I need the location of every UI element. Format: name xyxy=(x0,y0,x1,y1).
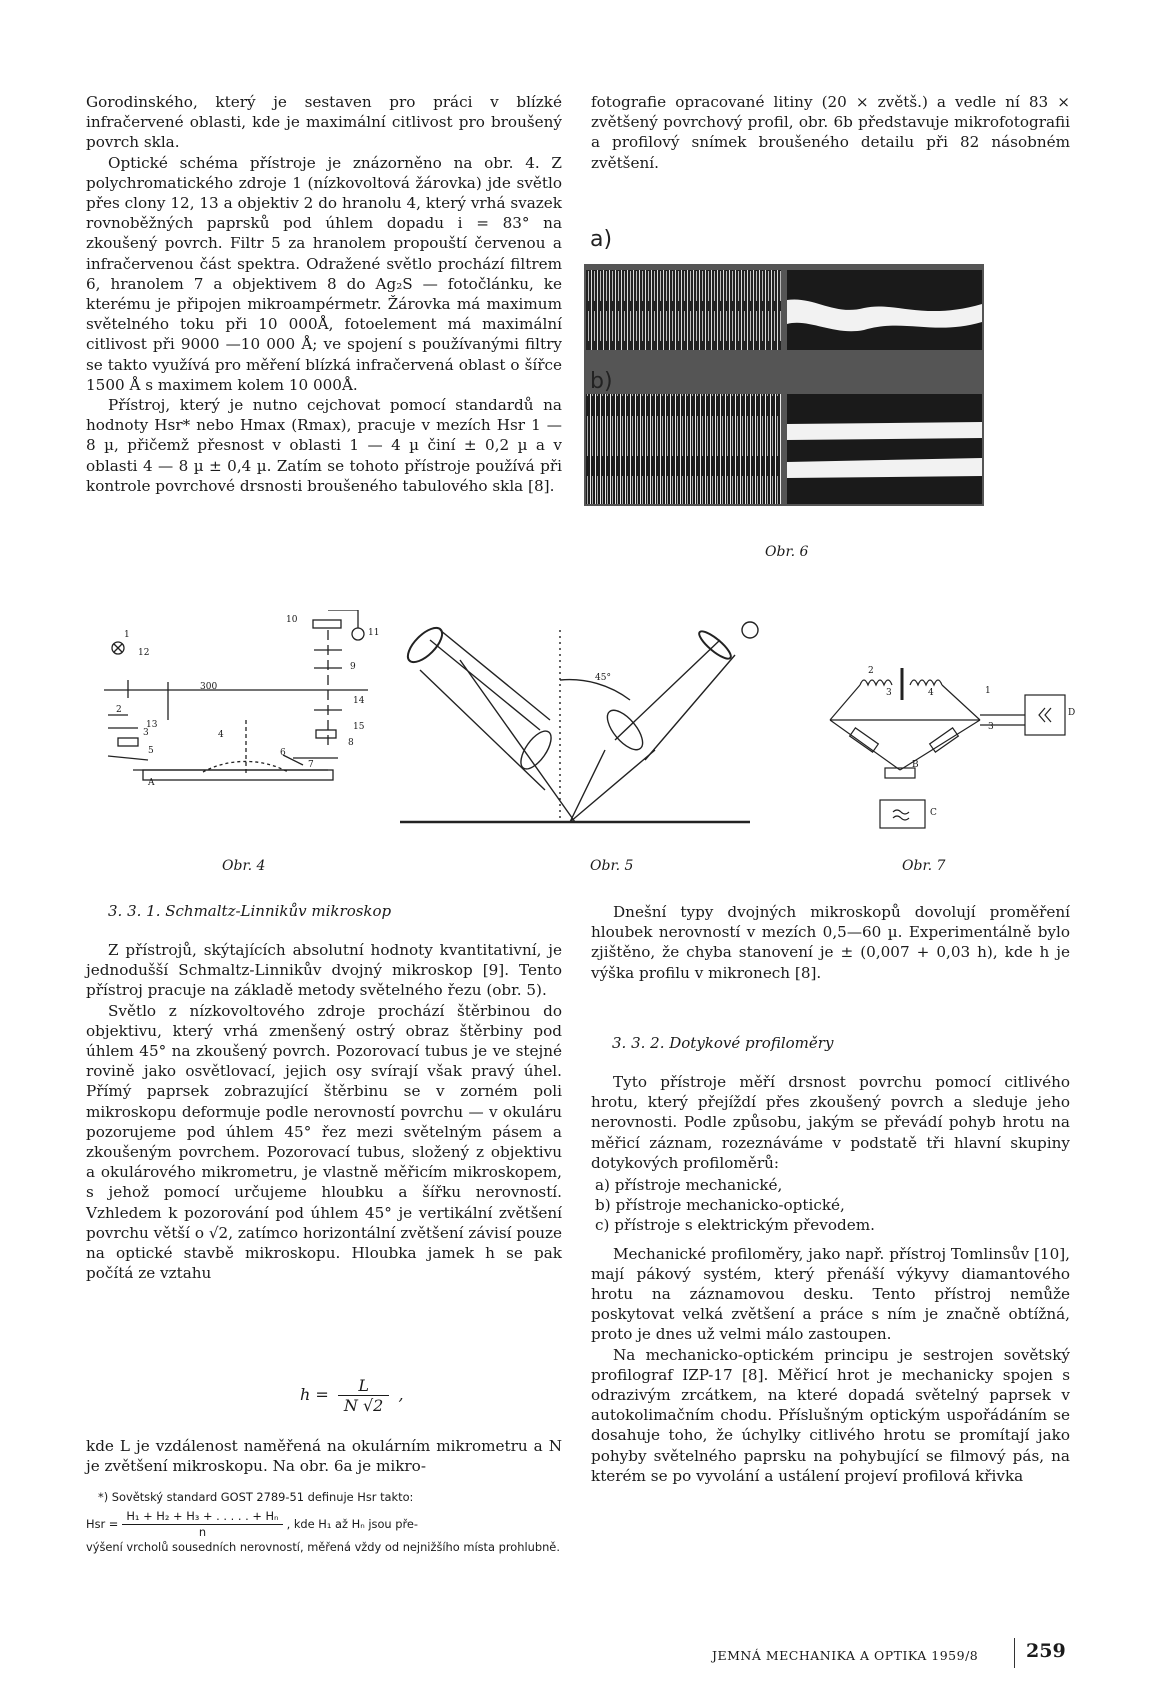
lower-left-column xyxy=(86,940,562,1283)
paragraph: Z přístrojů, skýtajících absolutní hodnoty kvantitativní, je jednodušší Schmaltz-Linnikův dvojný mikroskop [9]. Tento přístroj pracuje na základě metody světelného řezu (obr. 5). xyxy=(86,941,562,1000)
figure-5 xyxy=(400,600,800,830)
fig4-label: 1 xyxy=(124,630,130,640)
paragraph: Na mechanicko-optickém principu je sestrojen sovětský profilograf IZP-17 [8]. Měřicí hrot je mechanicky spojen s odrazivým zrcátkem, na které dopadá světelný paprsek v autokolimačním chodu. Příslušným optickým uspořádáním se dosahuje toho, že úchylky citlivého hrotu se promítají jako pohyby světelného paprsku na pohybující se filmový pás, na kterém se po vyvolání a ustálení projeví profilová křivka xyxy=(591,1345,1070,1485)
figure-7-diagram xyxy=(820,640,1080,830)
fig4-label: 2 xyxy=(116,705,122,715)
fig7-label: B xyxy=(912,760,919,770)
figure-4-diagram xyxy=(88,610,388,810)
top-left-column xyxy=(86,92,562,496)
formula xyxy=(300,1376,404,1415)
fig4-label: 13 xyxy=(146,720,158,730)
footnote-numerator: H₁ + H₂ + H₃ + . . . . . + Hₙ xyxy=(122,1509,282,1525)
paragraph: Tyto přístroje měří drsnost povrchu pomocí citlivého hrotu, který přejíždí přes zkoušený povrch a sleduje jeho nerovnosti. Podle způsobu, jakým se převádí pohyb hrotu na měřicí záznam, rozeznáváme v podstatě tři hlavní skupiny dotykových profiloměrů: xyxy=(591,1073,1070,1172)
lower-left-column-end xyxy=(86,1436,562,1476)
profilometer-list xyxy=(591,1175,1070,1236)
page-number: 259 xyxy=(1026,1640,1066,1662)
fig6-label-a: a) xyxy=(590,227,613,252)
fig4-label: 6 xyxy=(280,748,286,758)
figure-6-caption: Obr. 6 xyxy=(765,544,809,560)
fig4-label: 7 xyxy=(308,760,314,770)
figure-6 xyxy=(584,226,1072,531)
fig4-label: A xyxy=(148,778,155,788)
footnote-lhs: Hsr = xyxy=(86,1517,119,1531)
fig4-label: 10 xyxy=(286,615,298,625)
formula-denominator: N √2 xyxy=(343,1396,384,1415)
footnote-line: *) Sovětský standard GOST 2789-51 definuje Hsr takto: xyxy=(98,1490,414,1504)
fig4-label: 11 xyxy=(368,628,380,638)
paragraph: Dnešní typy dvojných mikroskopů dovolují proměření hloubek nerovností v mezích 0,5—60 µ. Experimentálně bylo zjištěno, že chyba stanovení je ± (0,007 + 0,03 h), kde h je výška profilu v mikronech [8]. xyxy=(591,903,1070,982)
figure-7 xyxy=(820,640,1080,830)
footer-divider xyxy=(1014,1638,1015,1668)
fig4-label: 9 xyxy=(350,662,356,672)
fig4-label: 12 xyxy=(138,648,150,658)
fig7-label: 3 xyxy=(988,722,994,732)
list-item: c) přístroje s elektrickým převodem. xyxy=(595,1216,875,1235)
list-item: a) přístroje mechanické, xyxy=(595,1176,783,1195)
fig4-label: 5 xyxy=(148,746,154,756)
paragraph: Optické schéma přístroje je znázorněno na obr. 4. Z polychromatického zdroje 1 (nízkovoltová žárovka) jde světlo přes clony 12, 13 a objektiv 2 do hranolu 4, který vrhá svazek rovnoběžných paprsků pod úhlem dopadu i = 83° na zkoušený povrch. Filtr 5 za hranolem propouští červenou a infračervenou část spektra. Odražené světlo prochází filtrem 6, hranolem 7 a objektivem 8 do Ag₂S — fotočlánku, ke kterému je připojen mikroampérmetr. Žárovka má maximum světelného toku při 10 000Å, fotoelement má maximální citlivost při 9000 —10 000 Å; ve spojení s používanými filtry se takto využívá pro měření blízká infračervená oblast o šířce 1500 Å s maximem kolem 10 000Å. xyxy=(86,153,562,394)
formula-end: , xyxy=(398,1385,404,1404)
top-right-column xyxy=(591,92,1070,173)
lower-right-column xyxy=(591,902,1070,983)
paragraph: Gorodinského, který je sestaven pro práci v blízké infračervené oblasti, kde je maximální citlivost pro broušený povrch skla. xyxy=(86,93,562,152)
fig7-label: 2 xyxy=(868,666,874,676)
footnote-formula xyxy=(86,1509,562,1540)
fig4-label: 300 xyxy=(200,682,218,692)
journal-name: JEMNÁ MECHANIKA A OPTIKA 1959/8 xyxy=(712,1648,979,1663)
footnote-denominator: n xyxy=(198,1525,207,1539)
paragraph: fotografie opracované litiny (20 × zvětš.) a vedle ní 83 × zvětšený povrchový profil, obr. 6b představuje mikrofotografii a profilový snímek broušeného detailu při 82 násobném zvětšení. xyxy=(591,93,1070,172)
fig7-label: 4 xyxy=(928,688,934,698)
figure-5-diagram xyxy=(400,600,800,830)
footnote-tail: , kde H₁ až Hₙ jsou pře- xyxy=(286,1517,419,1531)
fig7-label: D xyxy=(1068,708,1076,718)
fig4-label: 15 xyxy=(353,722,365,732)
figure-6-image xyxy=(584,226,1072,531)
fig5-angle-label: 45° xyxy=(595,673,611,683)
fig4-label: 8 xyxy=(348,738,354,748)
formula-lhs: h = xyxy=(300,1385,329,1404)
figure-7-caption: Obr. 7 xyxy=(902,858,946,874)
figure-4 xyxy=(88,610,388,810)
fig4-label: 4 xyxy=(218,730,224,740)
paragraph: kde L je vzdálenost naměřená na okulárním mikrometru a N je zvětšení mikroskopu. Na obr. 6a je mikro- xyxy=(86,1437,562,1476)
fig7-label: C xyxy=(930,808,937,818)
figure-4-caption: Obr. 4 xyxy=(222,858,266,874)
list-item: b) přístroje mechanicko-optické, xyxy=(595,1196,845,1215)
section-heading-3-3-1: 3. 3. 1. Schmaltz-Linnikův mikroskop xyxy=(108,902,392,920)
formula-numerator: L xyxy=(338,1376,389,1396)
lower-right-column-2 xyxy=(591,1072,1070,1486)
paragraph: Světlo z nízkovoltového zdroje prochází štěrbinou do objektivu, který vrhá zmenšený ostrý obraz štěrbiny pod úhlem 45° na zkoušený povrch. Pozorovací tubus je ve stejné rovině jako osvětlovací, jejich osy svírají však pravý úhel. Přímý paprsek zobrazující štěrbinu se v zorném poli mikroskopu deformuje podle nerovností povrchu — v okuláru pozorujeme pod úhlem 45° řez mezi světelným pásem a zkoušeným povrchem. Pozorovací tubus, složený z objektivu a okulárového mikrometru, je vlastně měřicím mikroskopem, s jehož pomocí určujeme hloubku a šířku nerovností. Vzhledem k pozorování pod úhlem 45° je vertikální zvětšení povrchu větší o √2, zatímco horizontální zvětšení závisí pouze na optické stavbě mikroskopu. Hloubka jamek h se pak počítá ze vztahu xyxy=(86,1001,562,1283)
fig7-label: 3 xyxy=(886,688,892,698)
section-heading-3-3-2: 3. 3. 2. Dotykové profiloměry xyxy=(612,1034,834,1052)
paragraph: Mechanické profiloměry, jako např. přístroj Tomlinsův [10], mají pákový systém, který přenáší výkyvy diamantového hrotu na záznamovou desku. Tento přístroj nemůže poskytovat velká zvětšení a práce s ním je značně obtížná, proto je dnes už velmi málo zastoupen. xyxy=(591,1244,1070,1344)
fig7-label: 1 xyxy=(985,686,991,696)
fig4-label: 3 xyxy=(143,728,149,738)
footnote-line: výšení vrcholů sousedních nerovností, měřená vždy od nejnižšího místa prohlubně. xyxy=(86,1540,560,1554)
footnote xyxy=(86,1490,562,1555)
paragraph: Přístroj, který je nutno cejchovat pomocí standardů na hodnoty Hsr* nebo Hmax (Rmax), pracuje v mezích Hsr 1 — 8 µ, přičemž přesnost v oblasti 1 — 4 µ činí ± 0,2 µ a v oblasti 4 — 8 µ ± 0,4 µ. Zatím se tohoto přístroje používá při kontrole povrchové drsnosti broušeného tabulového skla [8]. xyxy=(86,396,562,495)
fig6-label-b: b) xyxy=(590,369,613,394)
figure-5-caption: Obr. 5 xyxy=(590,858,634,874)
fig4-label: 14 xyxy=(353,696,365,706)
